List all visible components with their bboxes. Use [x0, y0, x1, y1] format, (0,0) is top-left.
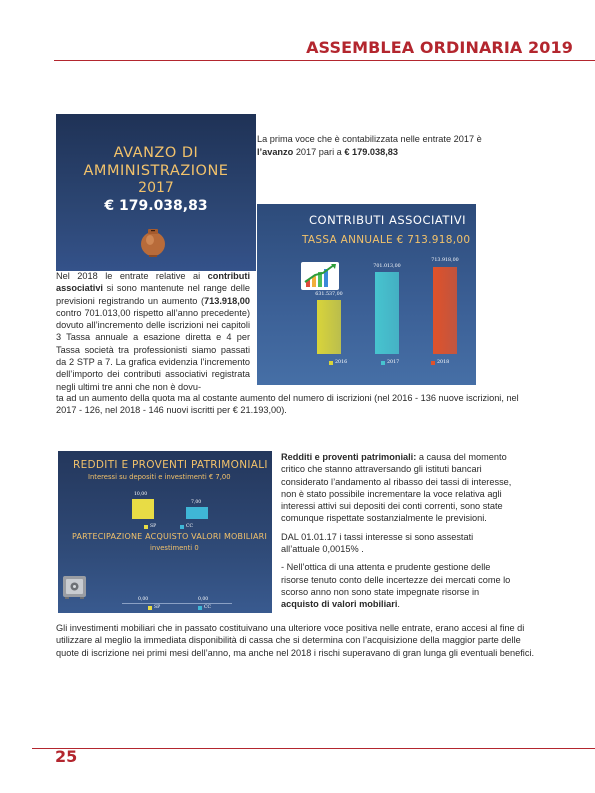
bar-cc: [186, 507, 208, 519]
text-bold: Redditi e proventi patrimoniali:: [281, 452, 417, 462]
legend-item-2017: [381, 360, 399, 365]
legend-sp: [144, 524, 156, 529]
legend-swatch: [381, 361, 385, 365]
legend-label: SP: [154, 605, 161, 610]
chart-plot-area: [305, 254, 465, 354]
text: .: [397, 599, 400, 610]
text: a causa del momento critico che stanno attraversando gli istituti bancari considerato l’andamento al ribasso dei tassi di interesse, non è stato possibile incrementare la voce relativa agli interessi attivi sui depositi dei conti correnti, sono state comunque rispettate sostanzialmente le previsioni.: [281, 452, 512, 524]
slide-redditi: [58, 451, 272, 613]
legend-label: SP: [150, 524, 157, 529]
text-bold: 713.918,00: [204, 295, 250, 306]
legend-label: CC: [204, 605, 212, 610]
paragraph-redditi-2: DAL 01.01.17 i tassi interesse si sono assestati all’attuale 0,0015% .: [281, 531, 474, 555]
chart-subtitle: TASSA ANNUALE € 713.918,00: [302, 234, 471, 246]
slide-avanzo-amount: € 179.038,83: [104, 198, 208, 214]
text: contro 701.013,00 rispetto all’anno precedente) dovuto all’incremento delle iscrizioni nei capitoli 3 Tassa annuale a esazione diretta e 4 per Tassa società tra professionisti siamo passati da 2 STP a 7. La grafica evidenzia l’incremento dell’importo dei contributi associativi registrata negli ultimi tre anni che non è dovu-: [56, 307, 250, 392]
text: si sono mantenute nel range delle previsioni registrando un aumento (: [56, 283, 250, 306]
legend-sp-2: [148, 605, 160, 610]
legend-label: 2018: [437, 360, 450, 365]
slide-redditi-mid-subtitle: investimenti 0: [150, 544, 199, 552]
paragraph-investimenti: Gli investimenti mobiliari che in passato costituivano una ulteriore voce positiva nelle entrate, erano accesi al fine di utilizzare al meglio la immediata disponibilità di cassa che si determina con l’acquisizione della maggior parte delle quote di iscrizione nei primi mesi dell’anno, ma anche nel 2018 i rischi superavano di gran lunga gli eventuali benefici.: [56, 623, 535, 658]
chart-title: CONTRIBUTI ASSOCIATIVI: [309, 213, 467, 227]
slide-avanzo-title-line2: AMMINISTRAZIONE: [83, 163, 229, 179]
legend-swatch: [329, 361, 333, 365]
slide-contributi-chart: [257, 204, 476, 385]
text: La prima voce che è contabilizzata nelle entrate 2017 è: [257, 134, 482, 144]
safe-icon: [62, 575, 87, 599]
text: Nel 2018 le entrate relative ai: [56, 271, 208, 281]
text-bold: acquisto di valori mobiliari: [281, 599, 398, 610]
paragraph-contributi-continued: ta ad un aumento della quota ma al costante aumento del numero di iscrizioni (nel 2016 - 136 nuove iscrizioni, nel 2017 - 126, nel 2018 - 146 nuovi iscritti per € 21.193,00).: [56, 393, 519, 416]
bar-sp-value-2: 0,00: [138, 597, 149, 602]
slide-avanzo-title-line1: AVANZO DI: [113, 145, 199, 161]
legend-cc-2: [198, 605, 211, 610]
legend-swatch: [198, 606, 202, 610]
bar-sp: [132, 499, 154, 519]
bar-value-label-2018: 713.918,00: [431, 258, 459, 264]
legend-label: CC: [186, 524, 194, 529]
axis-line: [122, 603, 232, 604]
legend-swatch: [431, 361, 435, 365]
paragraph-contributi: [56, 270, 250, 393]
slide-avanzo-title: [56, 144, 256, 180]
paragraph-redditi: [281, 451, 512, 617]
legend-item-2016: [329, 360, 347, 365]
slide-avanzo-year: 2017: [138, 180, 174, 196]
paragraph-redditi-3: [281, 561, 512, 610]
paragraph-avanzo: [257, 133, 527, 159]
slide-redditi-title: REDDITI E PROVENTI PATRIMONIALI: [73, 459, 268, 471]
legend-label: 2016: [335, 360, 348, 365]
legend-swatch: [180, 525, 184, 529]
header-divider: [54, 60, 595, 61]
bar-value-label-2017: 701.013,00: [373, 263, 401, 269]
bar-2018: [433, 267, 457, 355]
footer-divider: [32, 748, 595, 749]
bar-sp-value: 10,00: [134, 492, 148, 497]
text-bold: contributi associativi: [56, 271, 250, 294]
slide-avanzo: [56, 114, 256, 271]
legend-label: 2017: [387, 360, 400, 365]
text-bold: € 179.038,83: [344, 147, 399, 157]
slide-redditi-mid-title: PARTECIPAZIONE ACQUISTO VALORI MOBILIARI: [72, 532, 268, 541]
document-header-title: ASSEMBLEA ORDINARIA 2019: [306, 38, 573, 57]
legend-swatch: [144, 525, 148, 529]
bar-cc-value: 7,00: [191, 500, 202, 505]
slide-redditi-subtitle: Interessi su depositi e investimenti € 7,00: [88, 473, 231, 481]
bar-2016: [317, 300, 341, 354]
legend-swatch: [148, 606, 152, 610]
paragraph-redditi-1: [281, 451, 512, 525]
legend-item-2018: [431, 360, 449, 365]
text: 2017 pari a: [293, 147, 345, 157]
piggy-bank-pot-icon: [138, 224, 168, 258]
bar-value-label-2016: 631.537,00: [315, 292, 343, 298]
page-number: 25: [55, 747, 78, 766]
bar-cc-value-2: 0,00: [198, 597, 209, 602]
text-bold: l’avanzo: [257, 147, 294, 157]
text: - Nell’ottica di una attenta e prudente gestione delle risorse tenuto conto delle incertezze dei mercati come lo scorso anno non sono state impegnate risorse in: [281, 562, 511, 597]
legend-cc: [180, 524, 193, 529]
bar-2017: [375, 272, 399, 354]
